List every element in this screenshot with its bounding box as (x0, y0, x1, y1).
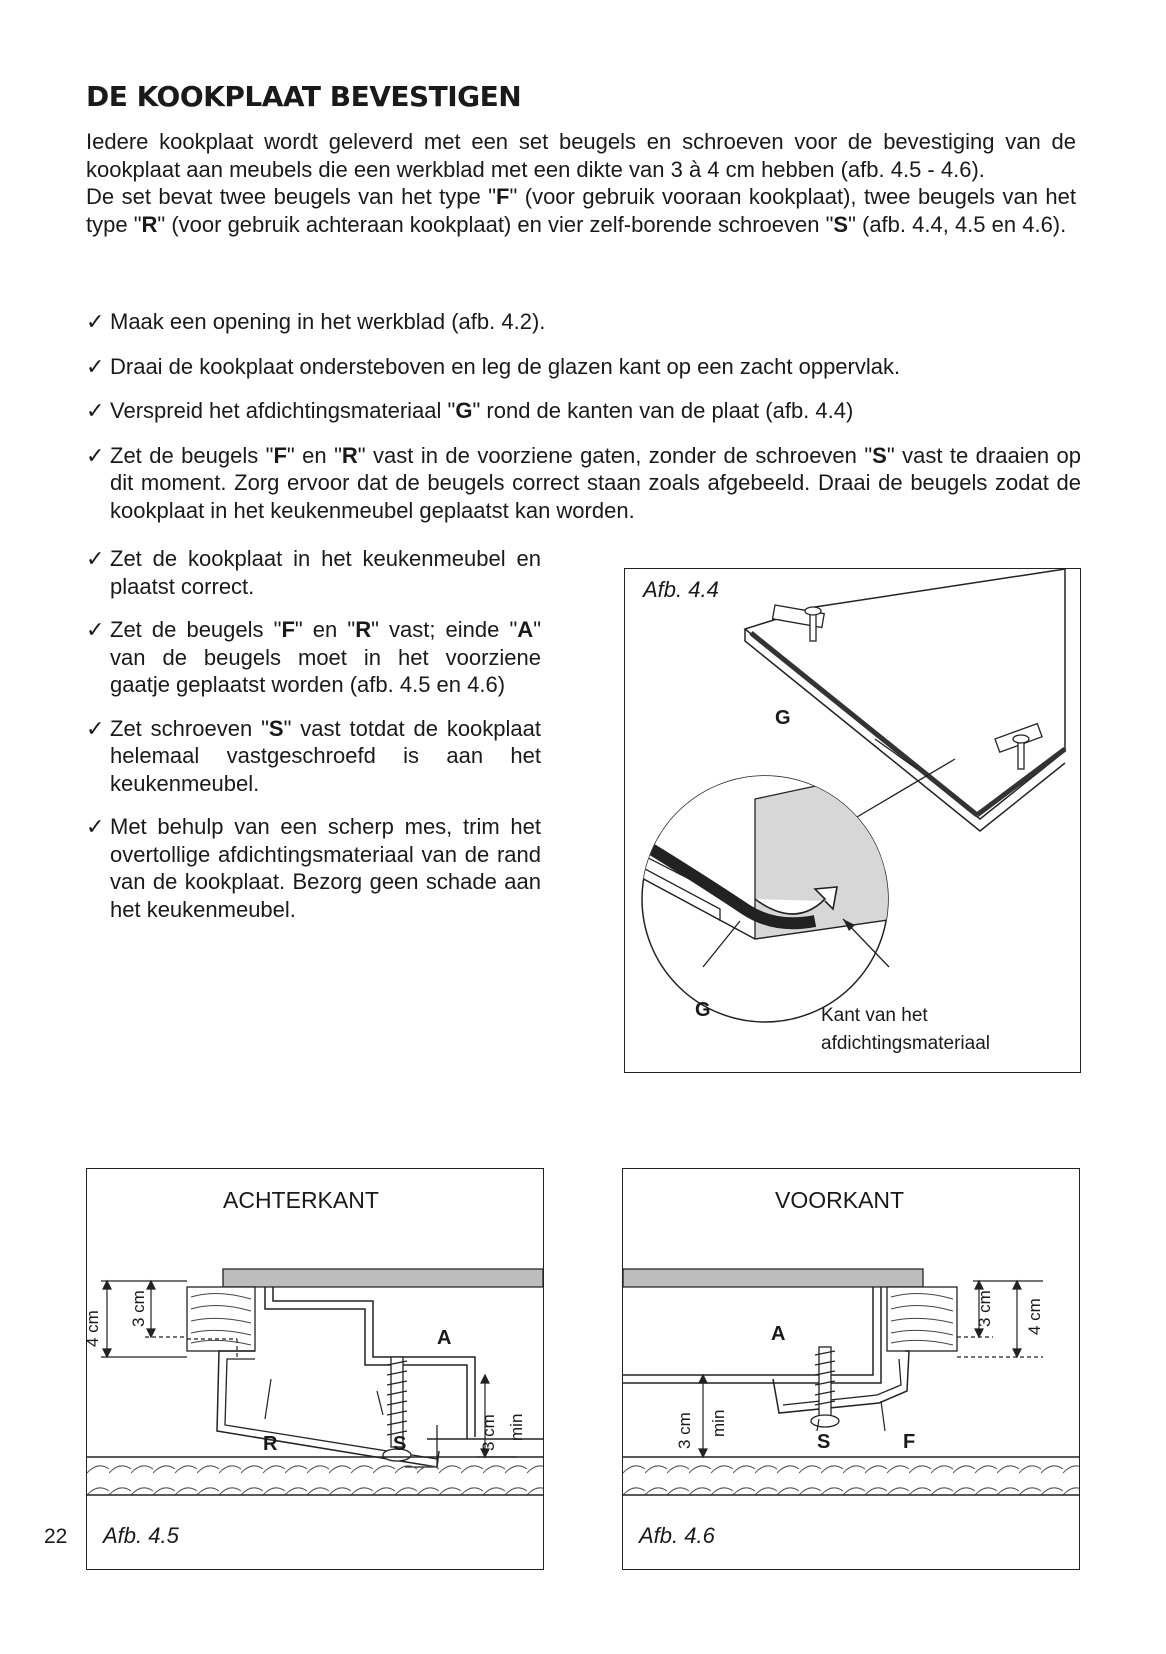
label-s: S (817, 1431, 831, 1453)
intro-text (86, 128, 1076, 238)
label-g-top: G (775, 707, 791, 729)
figure-heading: ACHTERKANT (223, 1187, 379, 1213)
check-icon: ✓ (86, 814, 105, 839)
dim-label-4cm: 4 cm (1025, 1298, 1044, 1335)
figure-heading: VOORKANT (775, 1187, 905, 1213)
seal-diagram (625, 569, 1080, 1072)
figure-caption: Afb. 4.5 (103, 1523, 179, 1548)
dim-label-3cm: 3 cm (129, 1290, 148, 1327)
label-edge-line-1: Kant van het (821, 1005, 928, 1026)
label-r: R (263, 1433, 278, 1455)
label-f: F (903, 1431, 916, 1453)
dim-label-min: min (507, 1413, 526, 1441)
dim-label-4cm: 4 cm (83, 1310, 102, 1347)
label-g-bottom: G (695, 999, 711, 1021)
label-edge-line-2: afdichtingsmateriaal (821, 1033, 990, 1054)
dim-label-min-3cm: 3 cm (479, 1414, 498, 1451)
steps-list-column (86, 545, 541, 939)
label-a: A (771, 1323, 786, 1345)
check-icon: ✓ (86, 398, 105, 423)
check-icon: ✓ (86, 546, 105, 571)
check-icon: ✓ (86, 353, 105, 379)
figure-caption: Afb. 4.6 (639, 1523, 715, 1548)
rear-bracket-diagram (87, 1169, 543, 1569)
step-item: ✓ Zet schroeven "S" vast totdat de kookplaat helemaal vastgeschroefd is aan het keukenmeubel. (86, 715, 541, 796)
step-item: ✓ Maak een opening in het werkblad (afb. 4.2). (86, 309, 546, 334)
figure-caption: Afb. 4.4 (643, 577, 719, 602)
figure-4-5 (83, 1168, 544, 1570)
page-title: DE KOOKPLAAT BEVESTIGEN (86, 80, 522, 113)
screw-icon (811, 1347, 839, 1427)
step-item: ✓ Zet de kookplaat in het keukenmeubel en plaatst correct. (86, 546, 541, 599)
check-icon: ✓ (86, 617, 105, 642)
front-bracket-diagram (623, 1169, 1079, 1569)
check-icon: ✓ (86, 309, 105, 334)
figure-4-6 (622, 1168, 1080, 1570)
steps-list (86, 308, 1081, 541)
step-item: ✓ Zet de beugels "F" en "R" vast; einde "A" van de beugels moet in het voorziene gaatje geplaatst worden (afb. 4.5 en 4.6) (86, 617, 541, 697)
step-item: ✓ Draai de kookplaat ondersteboven en leg de glazen kant op een zacht oppervlak. (86, 353, 901, 379)
intro-paragraph-2: De set bevat twee beugels van het type "F" (voor gebruik vooraan kookplaat), twee beugels van het type "R" (voor gebruik achteraan kookplaat) en vier zelf-borende schroeven "S" (afb. 4.4, 4.5 en 4.6). (86, 184, 1076, 237)
page-number: 22 (44, 1525, 68, 1548)
dim-label-3cm: 3 cm (975, 1290, 994, 1327)
dim-label-min-3cm: 3 cm (675, 1412, 694, 1449)
label-s: S (393, 1433, 407, 1455)
figure-4-4 (624, 568, 1081, 1073)
step-item: ✓ Met behulp van een scherp mes, trim het overtollige afdichtingsmateriaal van de rand van de kookplaat. Bezorg geen schade aan het keukenmeubel. (86, 814, 541, 922)
intro-paragraph-1: Iedere kookplaat wordt geleverd met een set beugels en schroeven voor de bevestiging van de kookplaat aan meubels die een werkblad met een dikte van 3 à 4 cm hebben (afb. 4.5 - 4.6). (86, 129, 1076, 182)
check-icon: ✓ (86, 715, 105, 741)
step-item: ✓ Zet de beugels "F" en "R" vast in de voorziene gaten, zonder de schroeven "S" vast te draaien op dit moment. Zorg ervoor dat de beugels correct staan zoals afgebeeld. Draai de beugels zodat de kookplaat in het keukenmeubel geplaatst kan worden. (86, 442, 1081, 523)
label-a: A (437, 1327, 452, 1349)
dim-label-min: min (709, 1409, 728, 1437)
check-icon: ✓ (86, 442, 105, 468)
step-item: ✓ Verspreid het afdichtingsmateriaal "G" rond de kanten van de plaat (afb. 4.4) (86, 398, 854, 423)
